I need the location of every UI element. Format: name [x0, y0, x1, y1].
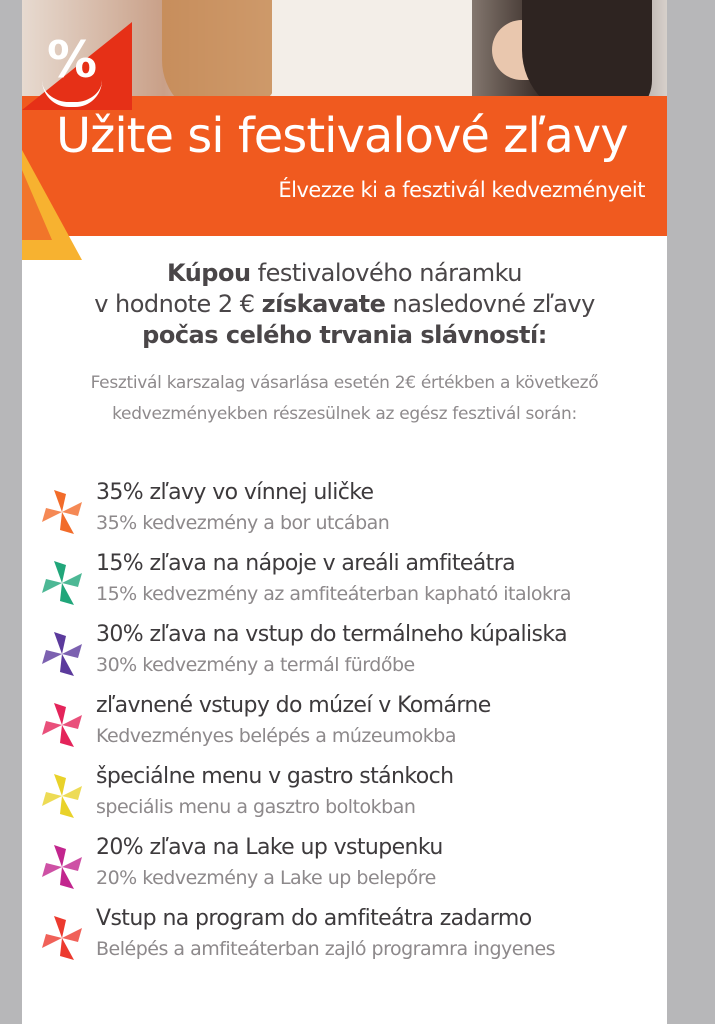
percent-icon: % — [46, 31, 98, 89]
festival-flower-icon — [40, 701, 84, 749]
discount-title-sk: Vstup na program do amfiteátra zadarmo — [96, 906, 532, 931]
intro-slovak — [22, 258, 667, 351]
festival-flower-icon — [40, 488, 84, 536]
discount-title-hu: 15% kedvezmény az amfiteáterban kapható italokra — [96, 583, 571, 605]
discount-item — [22, 480, 667, 548]
discount-title-hu: Kedvezményes belépés a múzeumokba — [96, 725, 456, 747]
festival-flower-icon — [40, 772, 84, 820]
discount-item — [22, 622, 667, 690]
discount-title-hu: 30% kedvezmény a termál fürdőbe — [96, 654, 415, 676]
intro-hungarian — [22, 368, 667, 430]
discount-title-sk: 35% zľavy vo vínnej uličke — [96, 480, 374, 505]
discount-item — [22, 835, 667, 903]
discount-title-hu: 35% kedvezmény a bor utcában — [96, 512, 390, 534]
discount-item — [22, 551, 667, 619]
intro-line-3: počas celého trvania slávností: — [142, 321, 547, 349]
discount-title-sk: špeciálne menu v gastro stánkoch — [96, 764, 454, 789]
discount-item — [22, 764, 667, 832]
discount-title-sk: 15% zľava na nápoje v areáli amfiteátra — [96, 551, 516, 576]
discount-title-hu: 20% kedvezmény a Lake up belepőre — [96, 867, 436, 889]
intro-line-1: Kúpou festivalového náramku — [167, 259, 522, 287]
discount-title-sk: 20% zľava na Lake up vstupenku — [96, 835, 443, 860]
festival-flower-icon — [40, 843, 84, 891]
banner-title: Užite si festivalové zľavy — [56, 108, 628, 164]
festival-flower-icon — [40, 914, 84, 962]
festival-flower-icon — [40, 630, 84, 678]
discount-title-sk: 30% zľava na vstup do termálneho kúpaliska — [96, 622, 568, 647]
intro-line-2: v hodnote 2 € získavate nasledovné zľavy — [94, 290, 595, 318]
banner-subtitle: Élvezze ki a fesztivál kedvezményeit — [278, 178, 645, 202]
festival-flower-icon — [40, 559, 84, 607]
discount-title-hu: speciális menu a gasztro boltokban — [96, 796, 416, 818]
banner-orange-corner — [22, 170, 52, 240]
right-margin — [667, 0, 715, 1024]
discount-item — [22, 906, 667, 974]
flyer — [22, 0, 667, 1024]
left-margin — [0, 0, 22, 1024]
discount-title-sk: zľavnené vstupy do múzeí v Komárne — [96, 693, 491, 718]
intro-hu-line-2: kedvezményekben részesülnek az egész fesztivál során: — [112, 404, 577, 424]
discount-item — [22, 693, 667, 761]
intro-hu-line-1: Fesztivál karszalag vásarlása esetén 2€ értékben a következő — [90, 373, 599, 393]
discount-title-hu: Belépés a amfiteáterban zajló programra ingyenes — [96, 938, 556, 960]
